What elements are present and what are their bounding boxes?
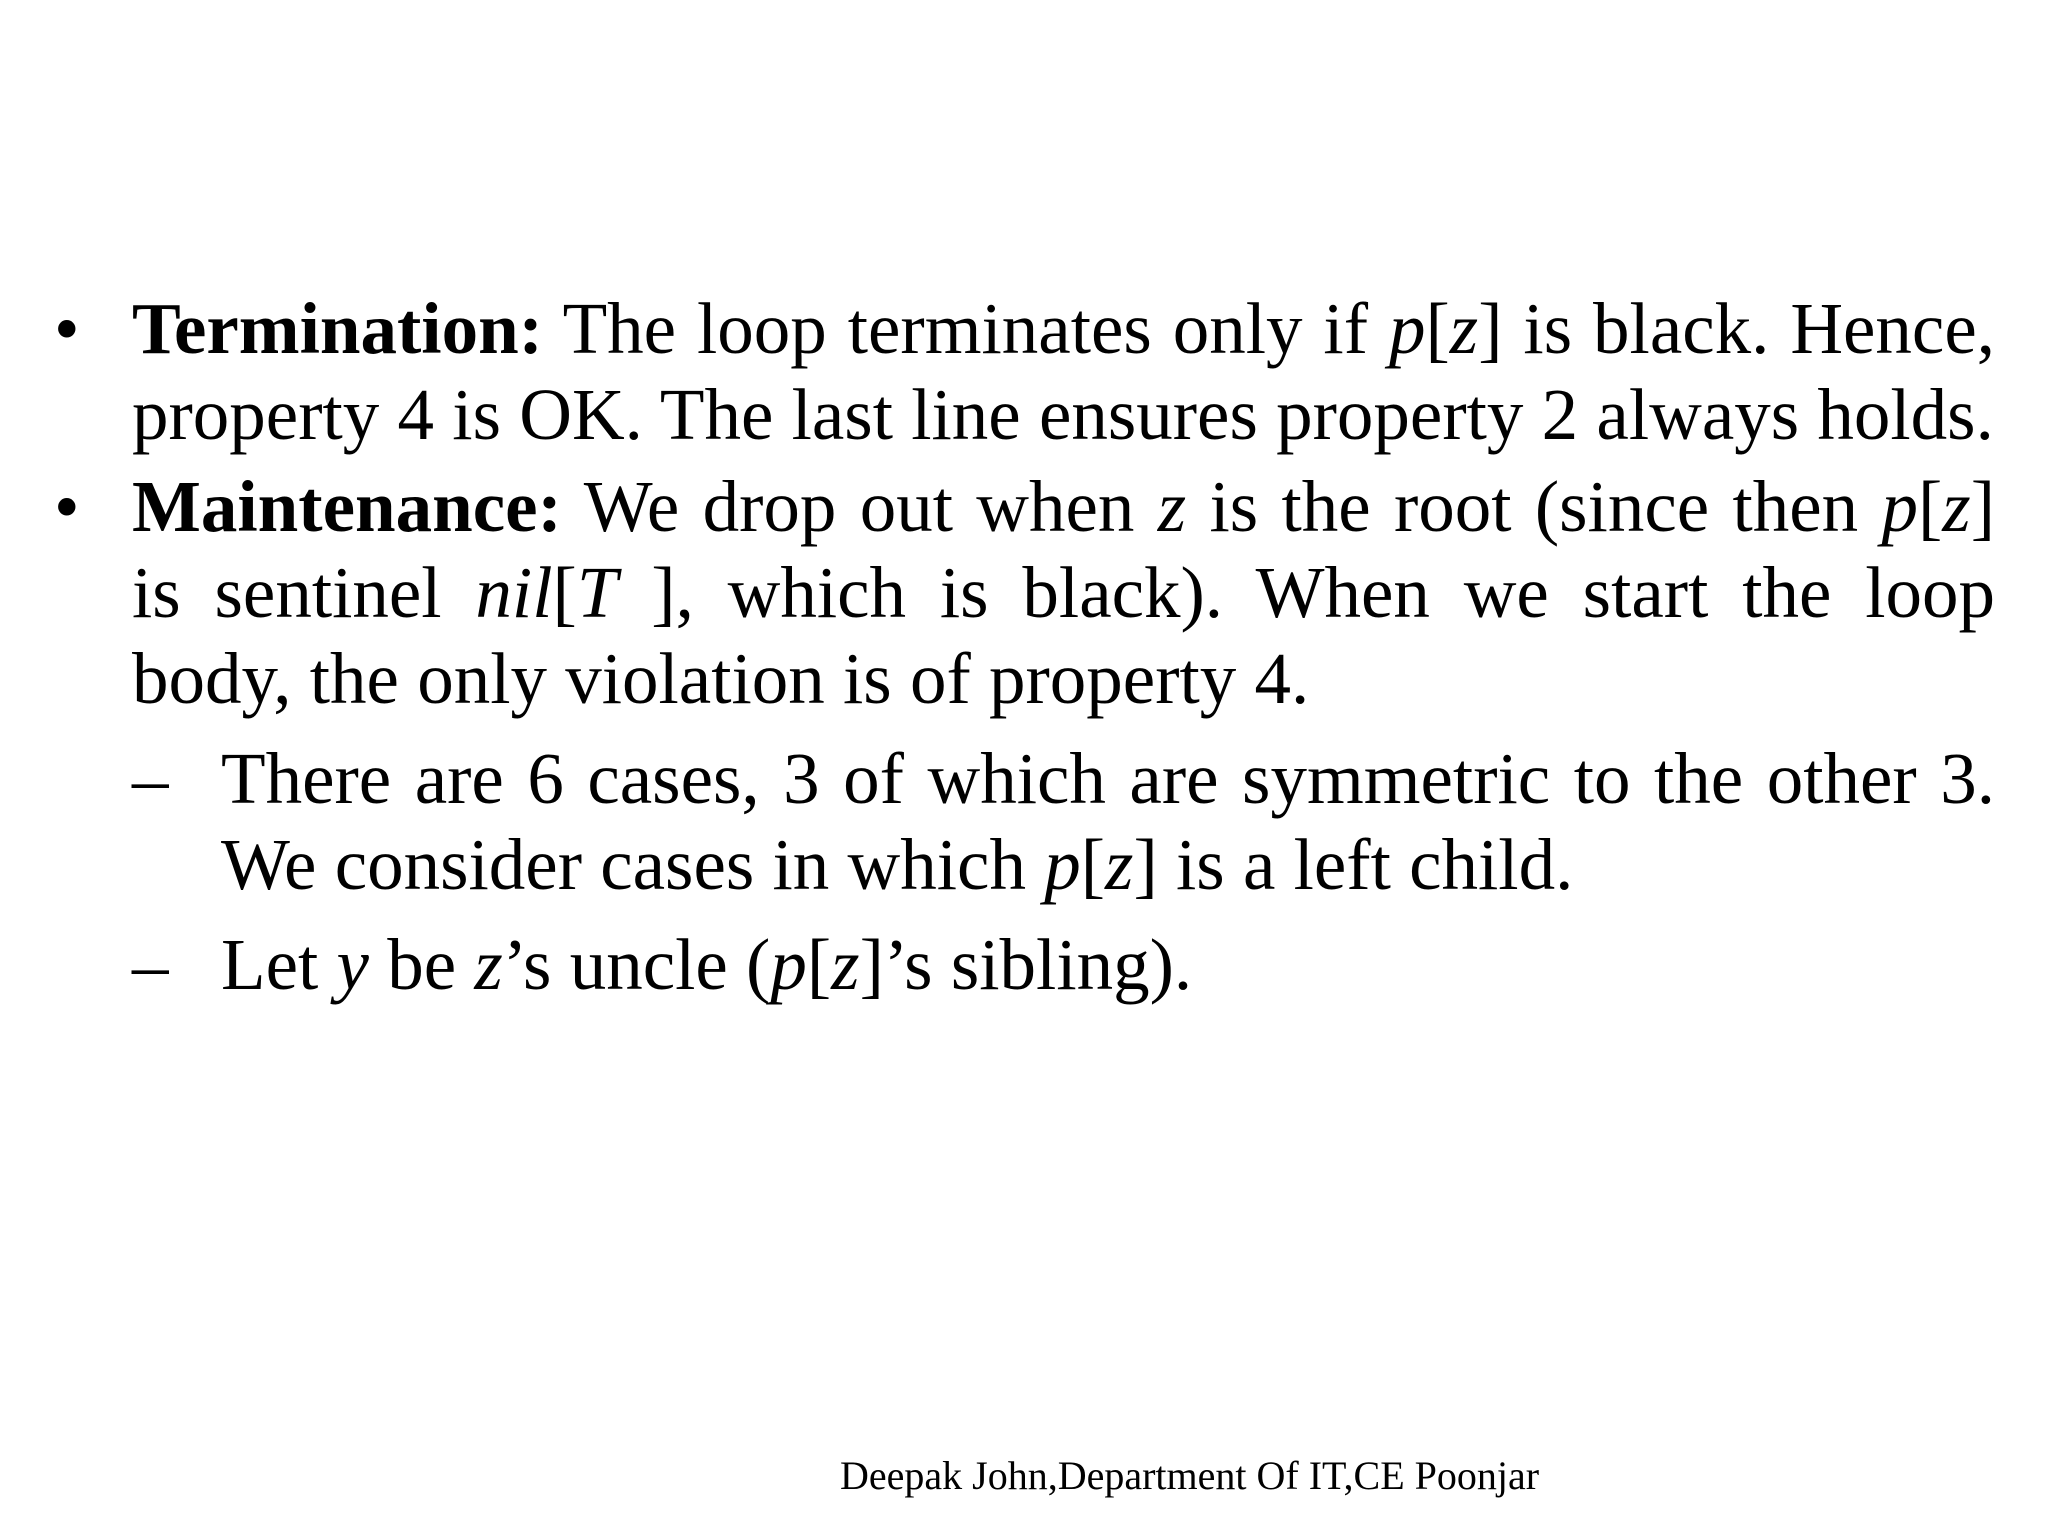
math-var: z (1449, 288, 1479, 369)
text-run: ’s uncle ( (502, 924, 771, 1005)
text-run: [ (1425, 288, 1450, 369)
math-var: p (1388, 288, 1426, 369)
math-var: z (474, 924, 503, 1005)
bullet-maintenance (40, 464, 1995, 722)
text-run: be (368, 924, 475, 1005)
text-run: [ (1080, 824, 1106, 905)
math-var: p (770, 924, 807, 1005)
termination-label: Termination: (132, 288, 543, 369)
math-var: z (1942, 466, 1971, 547)
bullet-marker: • (54, 466, 80, 547)
sub-text (221, 922, 1995, 1008)
sub-item-uncle (132, 922, 1995, 1008)
text-run: Let (221, 924, 337, 1005)
bullet-marker: • (54, 288, 80, 369)
text-run: [ (552, 552, 577, 633)
dash-marker: – (132, 924, 169, 1005)
sub-item-cases (132, 736, 1995, 908)
text-run: is the root (since then (1186, 466, 1882, 547)
text-run: ] is sentinel (132, 466, 1995, 633)
bullet-text (132, 464, 1995, 722)
maintenance-label: Maintenance: (132, 466, 562, 547)
math-var: p (1881, 466, 1918, 547)
math-var: z (1157, 466, 1187, 547)
text-run: ] is a left child. (1133, 824, 1574, 905)
math-var: z (831, 924, 860, 1005)
text-run: ] is black. Hence, property 4 is OK. The last line ensures property 2 always holds. (132, 288, 1995, 455)
math-var: y (336, 924, 369, 1005)
footer-credit: Deepak John,Department Of IT,CE Poonjar (840, 1453, 1540, 1498)
dash-marker: – (132, 738, 169, 819)
text-run: [ (806, 924, 832, 1005)
math-var: p (1044, 824, 1081, 905)
math-var: T (576, 552, 618, 633)
text-run: ]’s sibling). (859, 924, 1193, 1005)
bullet-text (132, 286, 1995, 458)
text-run: There are 6 cases, 3 of which are symmetric to the other 3. We consider cases in which (221, 738, 1995, 905)
sub-text (221, 736, 1995, 908)
math-var: z (1105, 824, 1134, 905)
slide-body (40, 286, 1995, 1018)
text-run: ], which is black). When we start the loop body, the only violation is of property 4. (132, 552, 1995, 719)
bullet-termination (40, 286, 1995, 458)
math-var: nil (475, 552, 553, 633)
text-run: The loop terminates only if (542, 288, 1389, 369)
text-run: [ (1917, 466, 1943, 547)
text-run: We drop out when (561, 466, 1158, 547)
